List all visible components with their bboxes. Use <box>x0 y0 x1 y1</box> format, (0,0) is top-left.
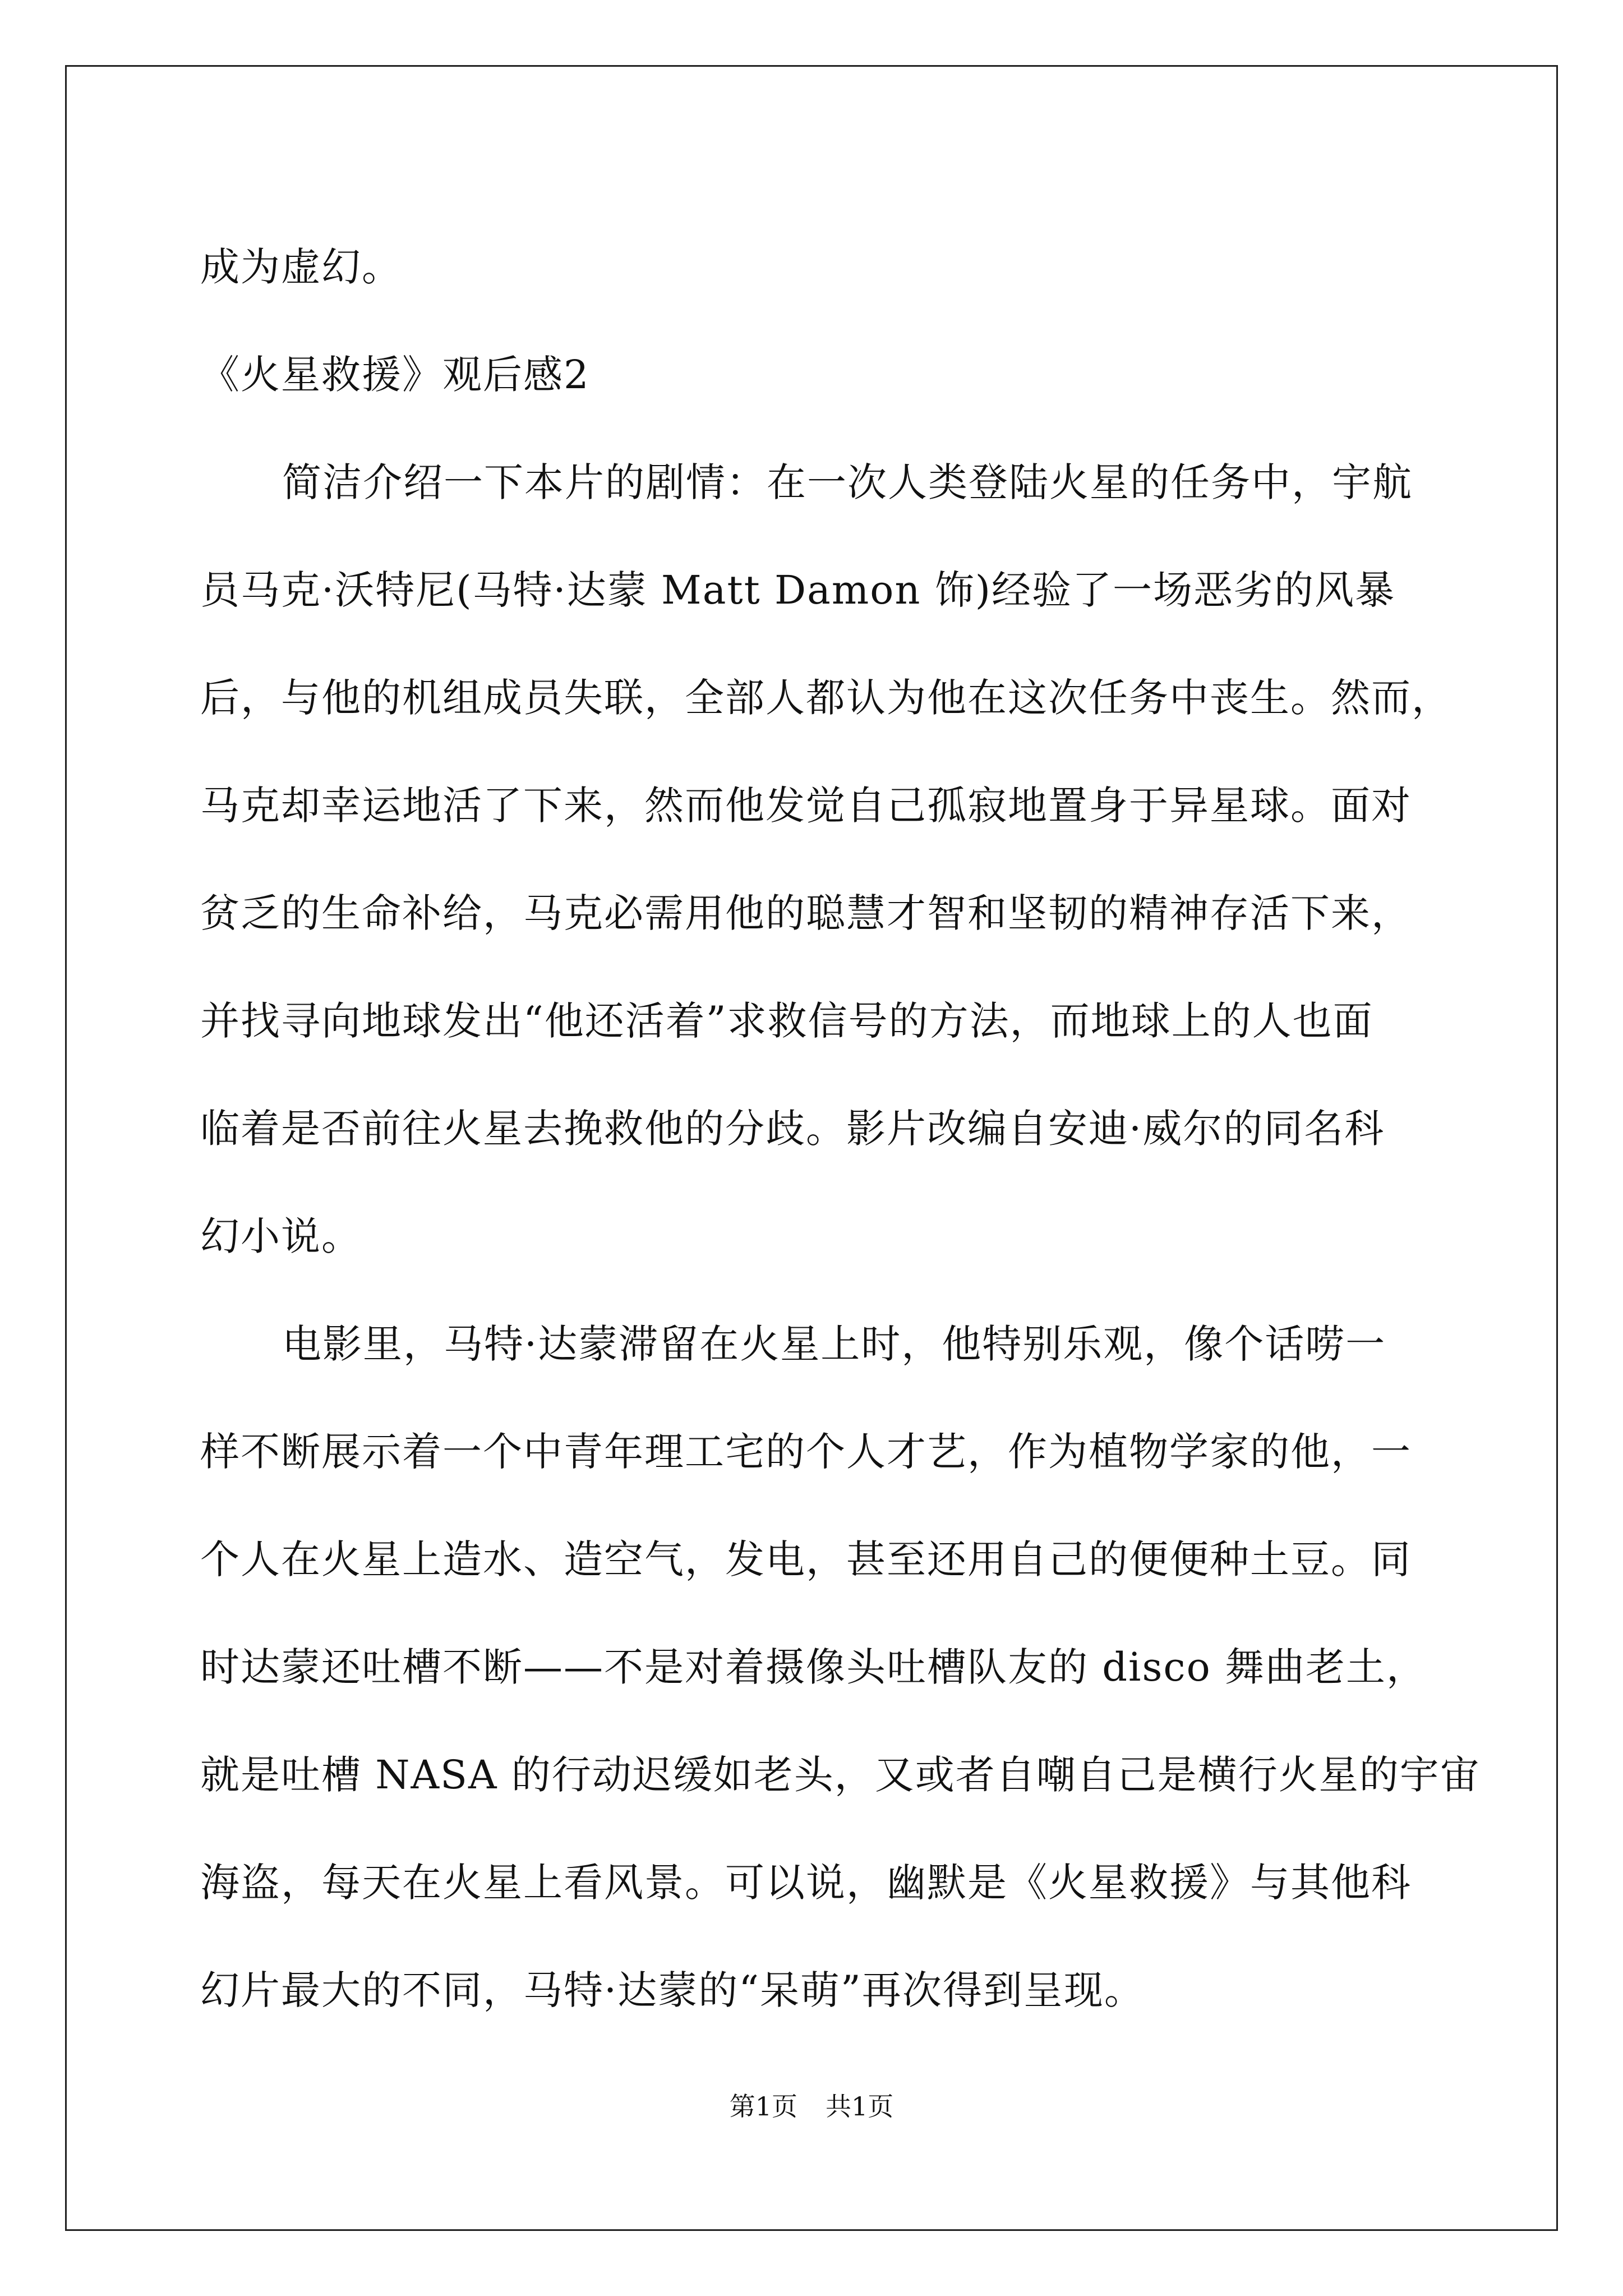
text-line: 简洁介绍一下本片的剧情：在一次人类登陆火星的任务中，宇航 <box>282 459 1413 505</box>
text-line: 样不断展示着一个中青年理工宅的个人才艺，作为植物学家的他，一 <box>200 1429 1412 1475</box>
text-line: 员马克·沃特尼(马特·达蒙 Matt Damon 饰)经验了一场恶劣的风暴 <box>200 567 1396 613</box>
text-line: 后，与他的机组成员失联，全部人都认为他在这次任务中丧生。然而， <box>200 675 1452 721</box>
text-line: 马克却幸运地活了下来，然而他发觉自己孤寂地置身于异星球。面对 <box>200 783 1412 829</box>
text-line: 时达蒙还吐槽不断——不是对着摄像头吐槽队友的 disco 舞曲老土， <box>200 1644 1427 1690</box>
text-line: 成为虚幻。 <box>200 244 402 290</box>
text-line: 就是吐槽 NASA 的行动迟缓如老头，又或者自嘲自己是横行火星的宇宙 <box>200 1752 1481 1798</box>
page-number: 第1页 <box>729 2091 797 2122</box>
text-line: 贫乏的生命补给，马克必需用他的聪慧才智和坚韧的精神存活下来， <box>200 890 1412 936</box>
page-footer <box>0 2090 1623 2123</box>
text-line: 幻片最大的不同，马特·达蒙的“呆萌”再次得到呈现。 <box>200 1967 1145 2013</box>
text-line: 幻小说。 <box>200 1213 362 1259</box>
text-line: 个人在火星上造水、造空气，发电，甚至还用自己的便便种土豆。同 <box>200 1536 1412 1582</box>
page-total: 共1页 <box>826 2091 894 2122</box>
section-heading: 《火星救援》观后感2 <box>200 352 590 398</box>
text-line: 临着是否前往火星去挽救他的分歧。影片改编自安迪·威尔的同名科 <box>200 1106 1385 1152</box>
document-body <box>200 213 1481 2044</box>
text-line: 海盗，每天在火星上看风景。可以说，幽默是《火星救援》与其他科 <box>200 1860 1412 1906</box>
text-line: 电影里，马特·达蒙滞留在火星上时，他特别乐观，像个话唠一 <box>282 1321 1386 1367</box>
text-line: 并找寻向地球发出“他还活着”求救信号的方法，而地球上的人也面 <box>200 998 1373 1044</box>
